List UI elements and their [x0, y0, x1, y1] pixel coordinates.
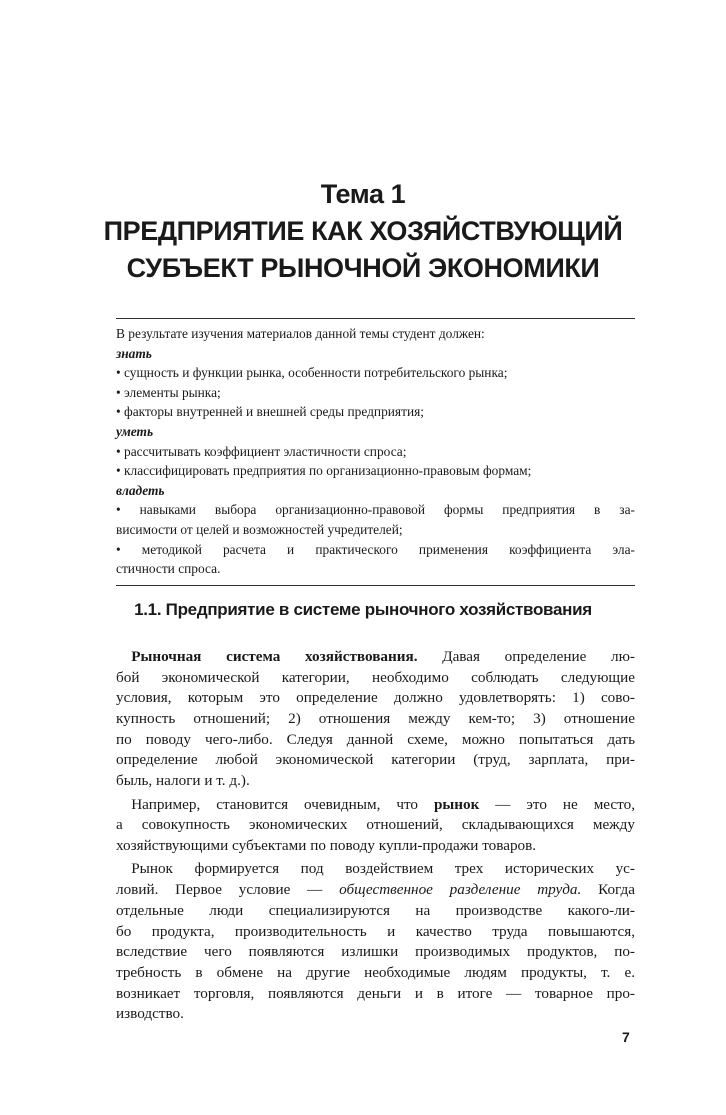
- text-span: ловий. Первое условие —: [116, 881, 340, 899]
- text-line: отдельные люди специализируются на производстве какого-ли-: [116, 901, 635, 919]
- term-italic: общественное разделение труда.: [339, 881, 582, 899]
- know-item: • сущность и функции рынка, особенности потребительского рынка;: [116, 365, 508, 381]
- section-heading: 1.1. Предприятие в системе рыночного хозяйствования: [134, 600, 592, 619]
- text-line: хозяйствующими субъектами по поводу купли-продажи товаров.: [116, 836, 537, 854]
- know-label: знать: [116, 345, 152, 361]
- term-bold: Рыночная система хозяйствования.: [131, 647, 418, 665]
- text-line: [116, 795, 635, 816]
- text-span: Например, становится очевидным, что: [131, 795, 434, 813]
- text-line: купность отношений; 2) отношения между кем-то; 3) отношение: [116, 709, 635, 727]
- own-item-line: висимости от целей и возможностей учредителей;: [116, 521, 403, 537]
- text-span: Давая определение лю-: [417, 647, 635, 665]
- own-item-line: • навыками выбора организационно-правовой формы предприятия в за-: [116, 502, 635, 518]
- text-line: по поводу чего-либо. Следуя данной схеме, можно попытаться дать: [116, 730, 635, 748]
- text-line: быль, налоги и т. д.).: [116, 772, 250, 790]
- can-label: уметь: [116, 423, 154, 439]
- text-line: бой экономической категории, необходимо соблюдать следующие: [116, 668, 635, 686]
- text-line: возникает торговля, появляются деньги и в итоге — товарное про-: [116, 984, 635, 1002]
- text-line: требность в обмене на другие необходимые людям продукты, т. е.: [116, 963, 635, 981]
- chapter-title-line-1: ПРЕДПРИЯТИЕ КАК ХОЗЯЙСТВУЮЩИЙ: [103, 216, 623, 246]
- text-line: вследствие чего появляются излишки производимых продуктов, по-: [116, 943, 635, 961]
- page-number: 7: [622, 1029, 630, 1045]
- text-line: [116, 647, 635, 668]
- can-item: • классифицировать предприятия по организационно-правовым формам;: [116, 463, 532, 479]
- body-text: [116, 644, 635, 1028]
- text-span: — это не место,: [479, 795, 635, 813]
- text-span: Рынок формируется под воздействием трех исторических ус-: [131, 860, 635, 878]
- know-item: • факторы внутренней и внешней среды предприятия;: [116, 404, 424, 420]
- learning-objectives-box: [116, 318, 635, 586]
- theme-label: Тема 1: [320, 179, 406, 209]
- chapter-title-line-2: СУБЪЕКТ РЫНОЧНОЙ ЭКОНОМИКИ: [126, 253, 600, 283]
- term-bold: рынок: [433, 795, 480, 813]
- text-line: изводство.: [116, 1005, 184, 1023]
- text-line: [116, 859, 635, 880]
- know-item: • элементы рынка;: [116, 384, 221, 400]
- text-line: условия, которым это определение должно удовлетворять: 1) сово-: [116, 689, 635, 707]
- own-item-line: • методикой расчета и практического применения коэффициента эла-: [116, 541, 635, 557]
- text-line: бо продукта, производительность и качество труда повышаются,: [116, 922, 635, 940]
- own-item-line: стичности спроса.: [116, 561, 221, 577]
- chapter-heading: [0, 176, 726, 287]
- own-label: владеть: [116, 482, 165, 498]
- objectives-intro: В результате изучения материалов данной темы студент должен:: [116, 326, 485, 341]
- text-span: Когда: [581, 881, 635, 899]
- text-line: а совокупность экономических отношений, складывающихся между: [116, 816, 635, 834]
- can-item: • рассчитывать коэффициент эластичности спроса;: [116, 443, 407, 459]
- text-line: [116, 880, 635, 901]
- text-line: определение любой экономической категории (труд, зарплата, при-: [116, 751, 635, 769]
